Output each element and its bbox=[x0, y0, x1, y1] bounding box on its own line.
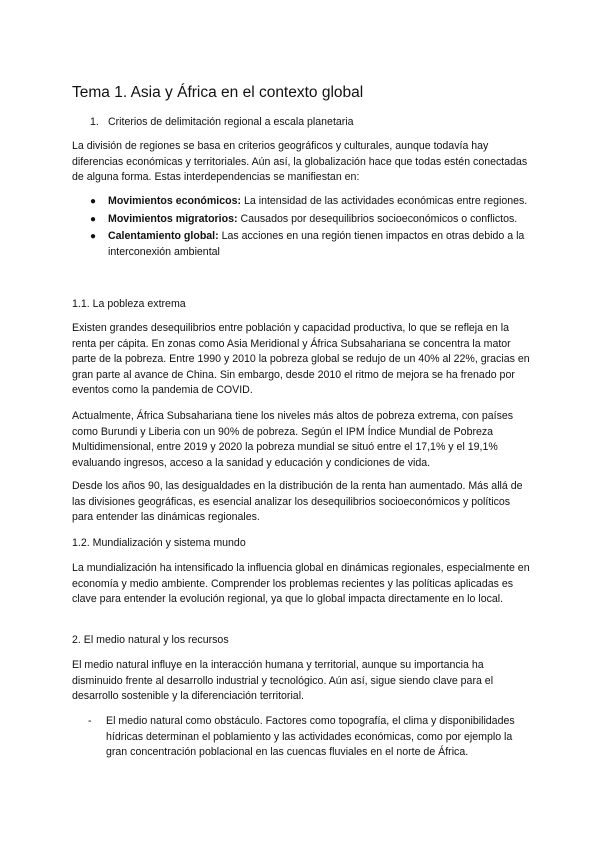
dash-icon: - bbox=[88, 715, 92, 727]
paragraph-1-1-c: Desde los años 90, las desigualdades en la distribución de la renta han aumentado. Más allá de las divisiones geográficas, es esencial analizar los desequilibrios socioeconómicos y políticos para entender las dinámicas regionales. bbox=[72, 480, 523, 523]
bullet-term: Movimientos migratorios: bbox=[108, 212, 238, 225]
bullet-item bbox=[90, 212, 530, 228]
bullet-text: La intensidad de las actividades económicas entre regiones. bbox=[241, 195, 528, 207]
section-1-number: 1. bbox=[90, 116, 99, 128]
paragraph-1-1-a: Existen grandes desequilibrios entre población y capacidad productiva, lo que se refleja en la renta per cápita. En zonas como Asia Meridional y África Subsahariana se concentra la mator parte de la pobreza. Entre 1990 y 2010 la pobreza global se redujo de un 40% al 22%, gracias en gran parte al avance de China. Sin embargo, desde 2010 el ritmo de mejora se ha frenado por eventos como la pandemia de COVID. bbox=[72, 322, 530, 396]
heading-1-2: 1.2. Mundialización y sistema mundo bbox=[72, 537, 246, 549]
document-title: Tema 1. Asia y África en el contexto global bbox=[72, 84, 364, 101]
bullet-icon: ● bbox=[90, 213, 97, 225]
paragraph-1-1-b: Actualmente, África Subsahariana tiene los niveles más altos de pobreza extrema, con países como Burundi y Liberia con un 90% de pobreza. Según el IPM Índice Mundial de Pobreza Multidimensional, entre 2019 y 2020 la pobreza mundial se situó entre el 17,1% y el 19,1% evaluando ingresos, acceso a la sanidad y educación y condiciones de vida. bbox=[72, 410, 514, 469]
bullet-icon: ● bbox=[90, 231, 97, 242]
section-1-heading bbox=[90, 116, 354, 128]
bullet-list bbox=[90, 194, 530, 262]
heading-2: 2. El medio natural y los recursos bbox=[72, 634, 229, 646]
bullet-icon: ● bbox=[90, 196, 97, 207]
dash-item bbox=[88, 714, 528, 761]
bullet-term: Movimientos económicos: bbox=[108, 195, 242, 207]
section-1-label: Criterios de delimitación regional a escala planetaria bbox=[108, 116, 354, 128]
bullet-item bbox=[90, 229, 530, 260]
heading-1-1: 1.1. La pobleza extrema bbox=[72, 298, 186, 310]
bullet-text: Las acciones en una región tienen impactos en otras debido a la interconexión ambiental bbox=[108, 230, 525, 258]
intro-paragraph: La división de regiones se basa en criterios geográficos y culturales, aunque todavía hay diferencias económicas y territoriales. Aún así, la globalización hace que todas estén conectadas de alguna forma. Estas interdependencias se manifiestan en: bbox=[72, 140, 528, 183]
paragraph-1-2: La mundialización ha intensificado la influencia global en dinámicas regionales, especialmente en economía y medio ambiente. Comprender los problemas recientes y las políticas aplicadas es clave para entender la evolución regional, ya que lo global impacta directamente en lo local. bbox=[72, 562, 530, 605]
bullet-term: Calentamiento global: bbox=[108, 230, 219, 242]
dash-list bbox=[88, 714, 528, 761]
bullet-text: Causados por desequilibrios socioeconómicos o conflictos. bbox=[237, 212, 518, 225]
paragraph-2: El medio natural influye en la interacción humana y territorial, aunque su importancia ha disminuido frente al desarrollo industrial y tecnológico. Aún así, sigue siendo clave para el desarrollo sostenible y la diferenciación territorial. bbox=[72, 659, 494, 702]
dash-item-text: El medio natural como obstáculo. Factores como topografía, el clima y disponibilidades hídricas determinan el poblamiento y las actividades económicas, como por ejemplo la gran concentración poblacional en las cuencas fluviales en el norte de África. bbox=[106, 715, 515, 758]
bullet-item bbox=[90, 194, 530, 210]
